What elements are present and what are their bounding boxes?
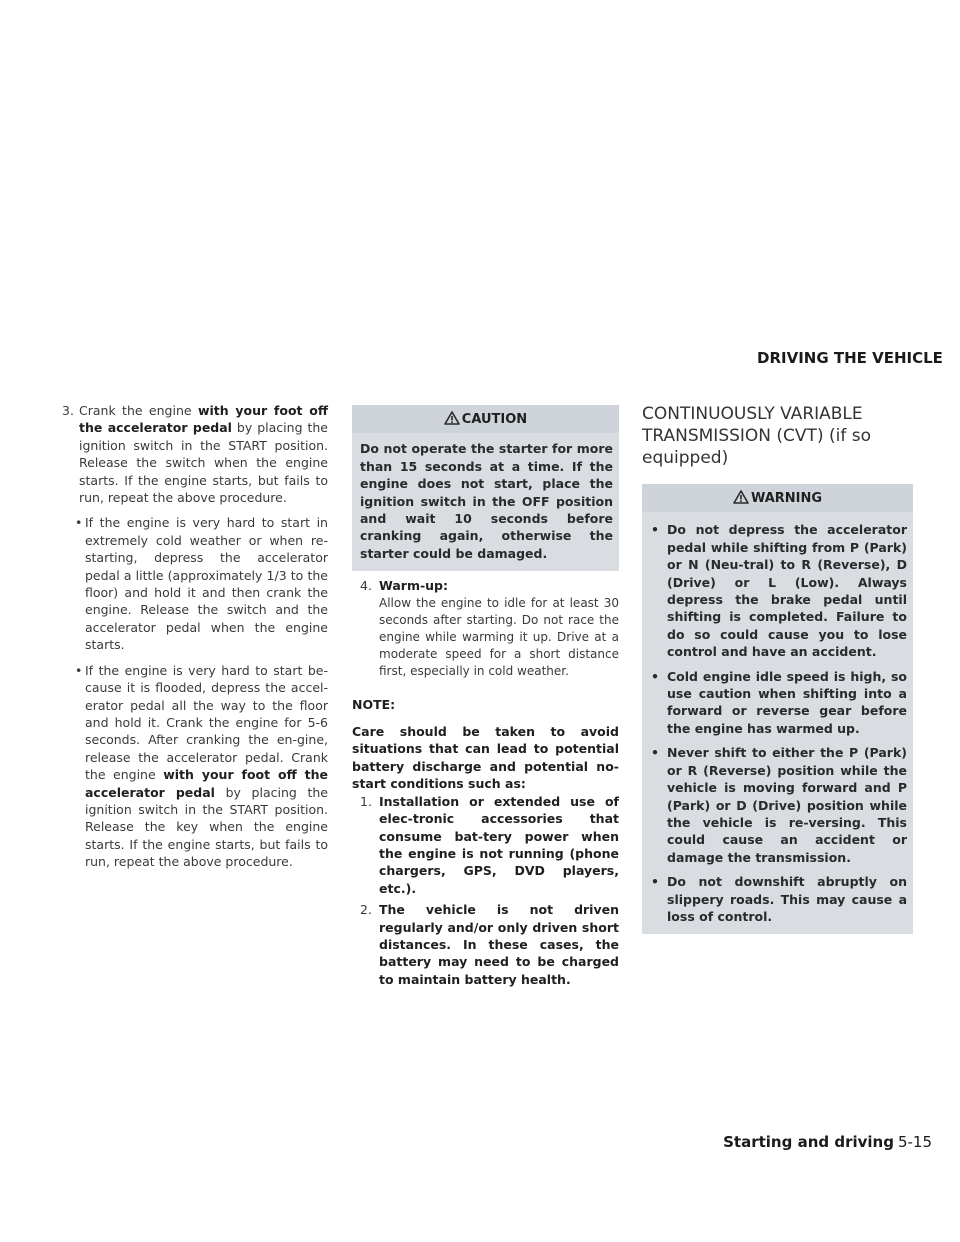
note-item <box>360 793 619 897</box>
warning-title <box>642 484 913 512</box>
warning-triangle-icon <box>444 411 460 425</box>
bullet-icon: • <box>75 515 83 531</box>
warning-item <box>650 521 907 660</box>
step-4 <box>360 577 619 679</box>
bullet-icon: • <box>651 522 659 538</box>
column-middle <box>352 405 619 988</box>
caution-text: Do not operate the starter for more than 15 seconds at a time. If the engine does not start, place the ignition switch in the OFF position and wait 10 seconds before cranking again, otherwise the starter could be damaged. <box>360 441 613 561</box>
column-right <box>642 403 913 934</box>
caution-title-text: CAUTION <box>461 412 528 427</box>
step-text: Allow the engine to idle for at least 30 seconds after starting. Do not race the engine while warming it up. Drive at a moderate speed for a short distance first, especially in cold weather. <box>379 595 619 678</box>
chapter-title: Starting and driving <box>723 1133 894 1151</box>
step-number: 3. <box>62 403 74 418</box>
warning-text: Do not depress the accelerator pedal while shifting from P (Park) or N (Neu-tral) to R (Reverse), D (Drive) or L (Low). Always depress the brake pedal until shifting is completed. Failure to do so could cause you to lose control and have an accident. <box>667 522 907 660</box>
item-number: 2. <box>360 902 372 918</box>
cvt-heading: CONTINUOUSLY VARIABLE TRANSMISSION (CVT) (if so equipped) <box>642 404 871 468</box>
step-text: by placing the ignition switch in the START position. Release the switch when the engine starts. If the engine starts, but fails to run, repeat the above procedure. <box>79 420 328 506</box>
bullet-item <box>68 514 328 653</box>
warning-text: Do not downshift abruptly on slippery roads. This may cause a loss of control. <box>667 874 907 924</box>
caution-title <box>352 405 619 433</box>
bullet-icon: • <box>75 662 83 678</box>
item-text: Installation or extended use of elec-tronic accessories that consume bat-tery power when the engine is not running (phone chargers, GPS, DVD players, etc.). <box>379 793 619 896</box>
warning-triangle-icon <box>733 490 749 504</box>
bullet-item <box>68 662 328 871</box>
bullet-icon: • <box>651 668 659 684</box>
warning-item <box>650 744 907 866</box>
warning-item <box>650 873 907 925</box>
item-number: 1. <box>360 793 372 809</box>
warning-box <box>642 484 913 934</box>
section-header: DRIVING THE VEHICLE <box>757 349 943 367</box>
note-item <box>360 901 619 988</box>
step-text: Crank the engine <box>79 403 198 418</box>
caution-box <box>352 405 619 571</box>
step-number: 4. <box>360 578 372 594</box>
warning-item <box>650 668 907 738</box>
page-footer <box>702 1133 932 1151</box>
column-left <box>62 402 328 871</box>
warning-text: Never shift to either the P (Park) or R (Reverse) position while the vehicle is moving forward and P (Park) or D (Drive) position while the vehicle is re-versing. This could cause an accident or damage the transmission. <box>667 745 907 865</box>
page-number: 5-15 <box>897 1133 932 1151</box>
item-text: The vehicle is not driven regularly and/or only driven short distances. In these cases, the battery may need to be charged to maintain battery health. <box>379 902 619 987</box>
bullet-icon: • <box>651 745 659 761</box>
note-intro: Care should be taken to avoid situations that can lead to potential battery discharge and potential no-start conditions such as: <box>352 724 619 792</box>
warning-text: Cold engine idle speed is high, so use caution when shifting into a forward or reverse gear before the engine has warmed up. <box>667 668 907 736</box>
step-bold-text: with your foot off the accelerator pedal <box>79 403 328 436</box>
bullet-text: If the engine is very hard to start be-cause it is flooded, depress the accel-erator pedal all the way to the floor and hold it. Crank the engine for 5-6 seconds. After cranking the en-gine, release the accelerator pedal. Crank the engine <box>85 662 328 783</box>
step-3 <box>62 402 328 506</box>
note-heading: NOTE: <box>352 696 396 712</box>
bullet-bold-text: with your foot off the accelerator pedal <box>85 767 328 800</box>
bullet-text: If the engine is very hard to start in extremely cold weather or when re-starting, depress the accelerator pedal a little (approximately 1/3 to the floor) and hold it and then crank the engine. Release the switch and the accelerator pedal when the engine starts. <box>85 515 328 653</box>
step-title: Warm-up: <box>379 578 449 594</box>
warning-title-text: WARNING <box>750 491 823 506</box>
warning-body <box>642 512 913 934</box>
bullet-text: by placing the ignition switch in the START position. Release the key when the engine starts. If the engine starts, but fails to run, repeat the above procedure. <box>85 784 328 870</box>
bullet-icon: • <box>651 874 659 890</box>
